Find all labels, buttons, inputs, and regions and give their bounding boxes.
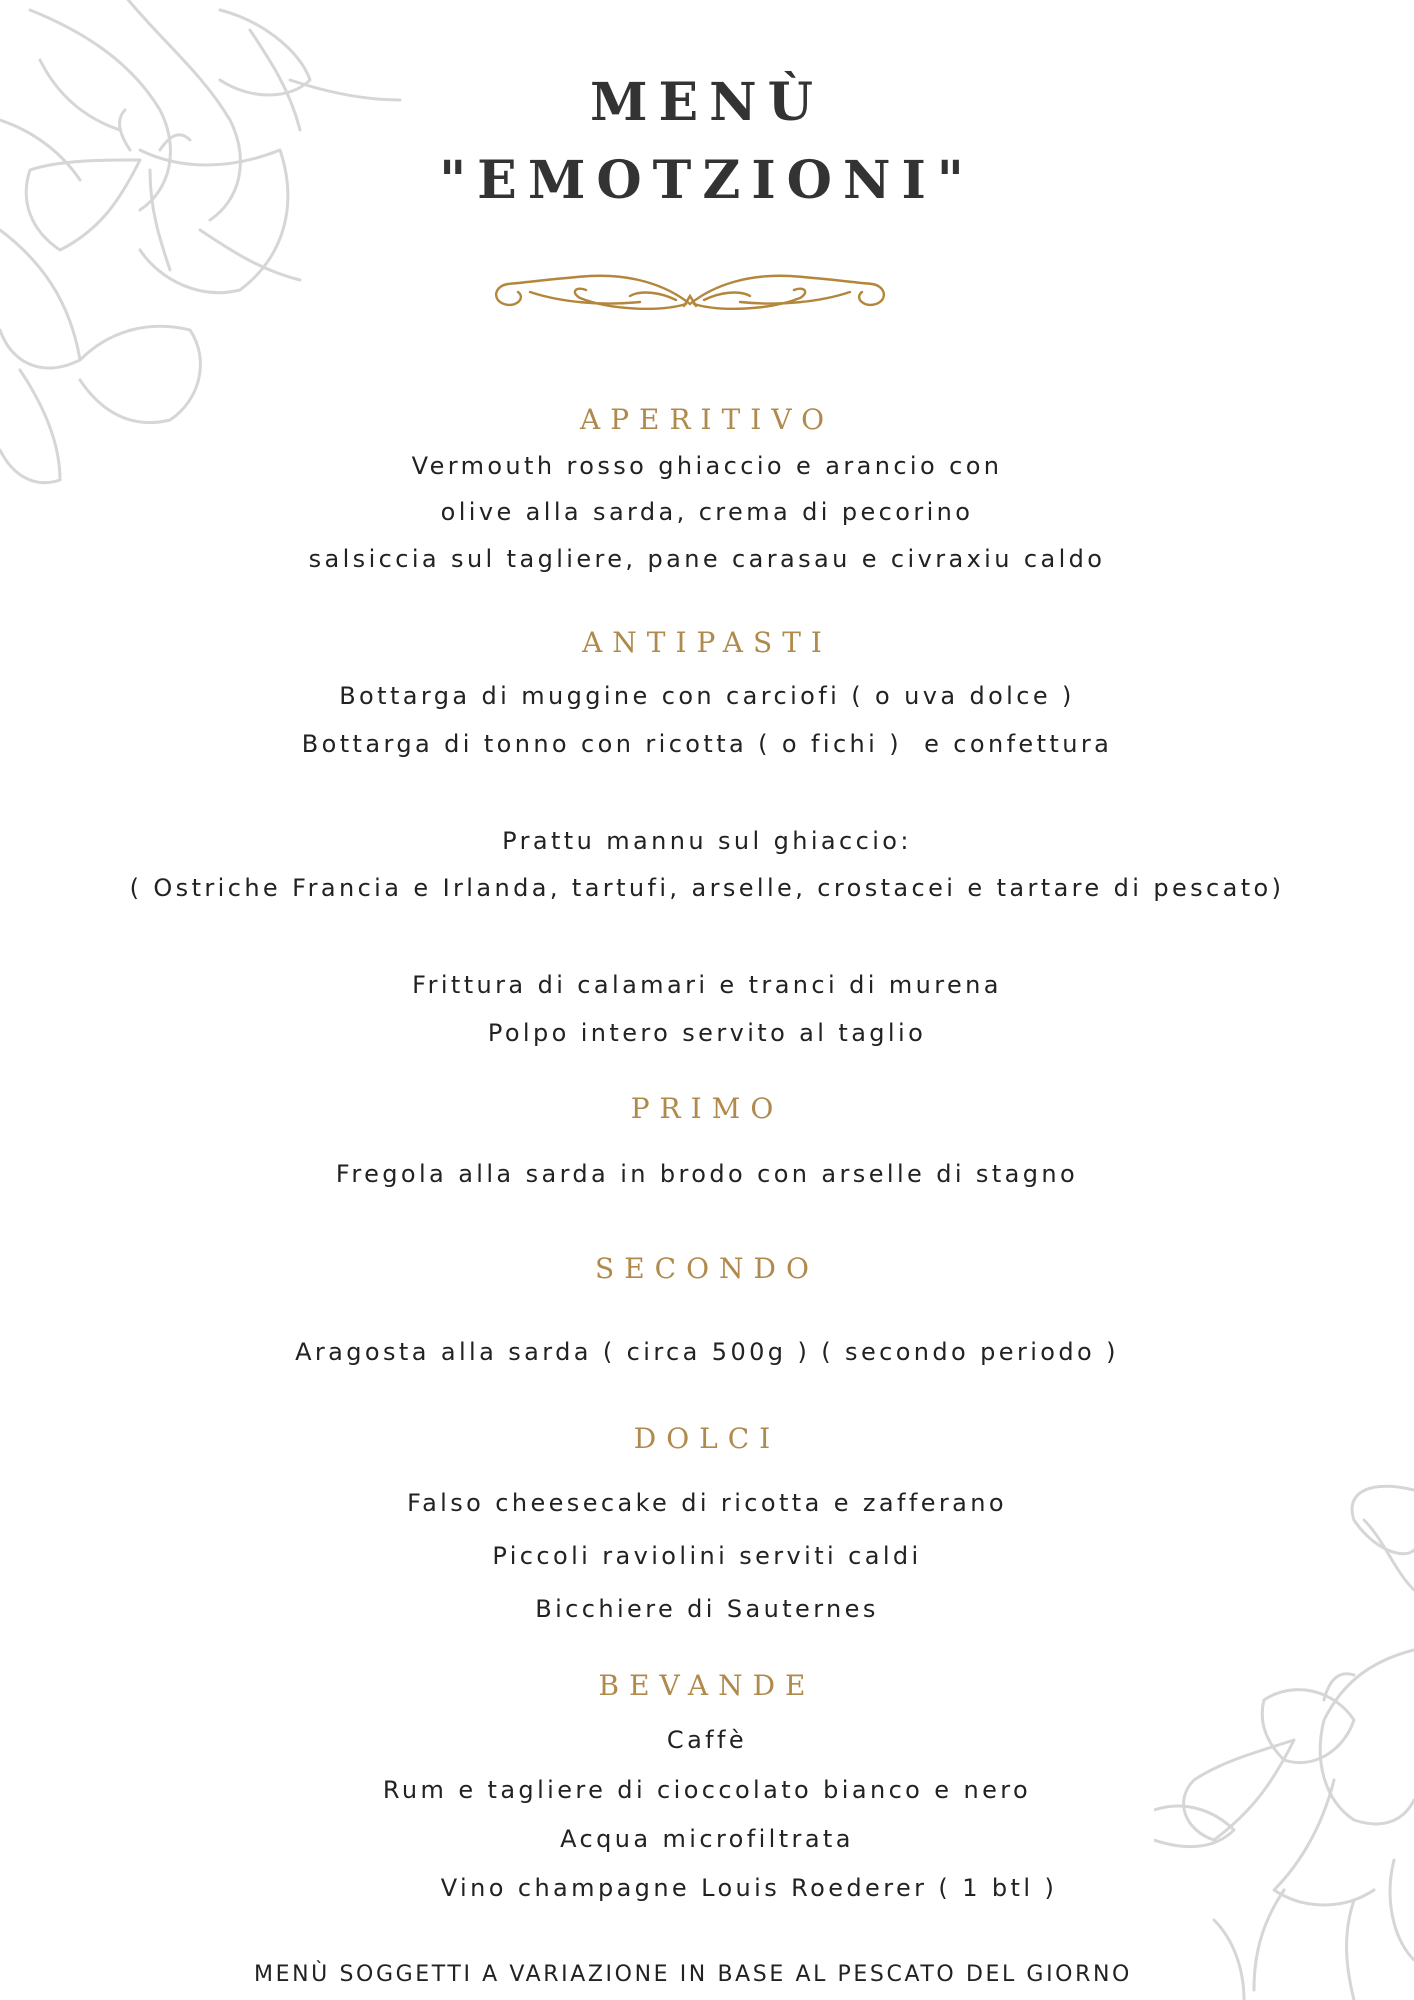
section-heading-primo: PRIMO (630, 1092, 784, 1125)
section-heading-secondo: SECONDO (595, 1252, 819, 1285)
footer-note: MENÙ SOGGETTI A VARIAZIONE IN BASE AL PESCATO DEL GIORNO (254, 1962, 1132, 1987)
menu-item: Acqua microfiltrata (560, 1825, 854, 1853)
menu-item: Prattu mannu sul ghiaccio: (502, 827, 912, 855)
menu-item: ( Ostriche Francia e Irlanda, tartufi, arselle, crostacei e tartare di pescato) (129, 874, 1285, 902)
menu-item: Caffè (666, 1726, 748, 1754)
menu-item: salsiccia sul tagliere, pane carasau e civraxiu caldo (308, 545, 1106, 573)
menu-item: Rum e tagliere di cioccolato bianco e nero (382, 1776, 1032, 1804)
section-heading-antipasti: ANTIPASTI (582, 626, 832, 659)
menu-item: Aragosta alla sarda ( circa 500g ) ( secondo periodo ) (295, 1338, 1119, 1366)
menu-item: Frittura di calamari e tranci di murena (412, 971, 1002, 999)
section-heading-dolci: DOLCI (633, 1422, 781, 1455)
menu-item: Falso cheesecake di ricotta e zafferano (407, 1489, 1007, 1517)
menu-item: Piccoli raviolini serviti caldi (492, 1542, 922, 1570)
section-heading-aperitivo: APERITIVO (579, 403, 835, 436)
menu-item: Vermouth rosso ghiaccio e arancio con (411, 452, 1003, 480)
menu-item: Polpo intero servito al taglio (487, 1019, 927, 1047)
menu-item: olive alla sarda, crema di pecorino (440, 498, 974, 526)
menu-item: Bottarga di muggine con carciofi ( o uva dolce ) (339, 682, 1075, 710)
menu-item: Bottarga di tonno con ricotta ( o fichi ) e confettura (301, 730, 1113, 758)
gold-flourish-divider (490, 262, 890, 314)
menu-item: Fregola alla sarda in brodo con arselle di stagno (335, 1160, 1079, 1188)
section-heading-bevande: BEVANDE (598, 1669, 816, 1702)
menu-item: Bicchiere di Sauternes (535, 1595, 879, 1623)
menu-item: Vino champagne Louis Roederer ( 1 btl ) (440, 1874, 1058, 1902)
menu-title-line-1: MENÙ (589, 72, 825, 133)
menu-title-line-2: "EMOTZIONI" (439, 150, 975, 211)
